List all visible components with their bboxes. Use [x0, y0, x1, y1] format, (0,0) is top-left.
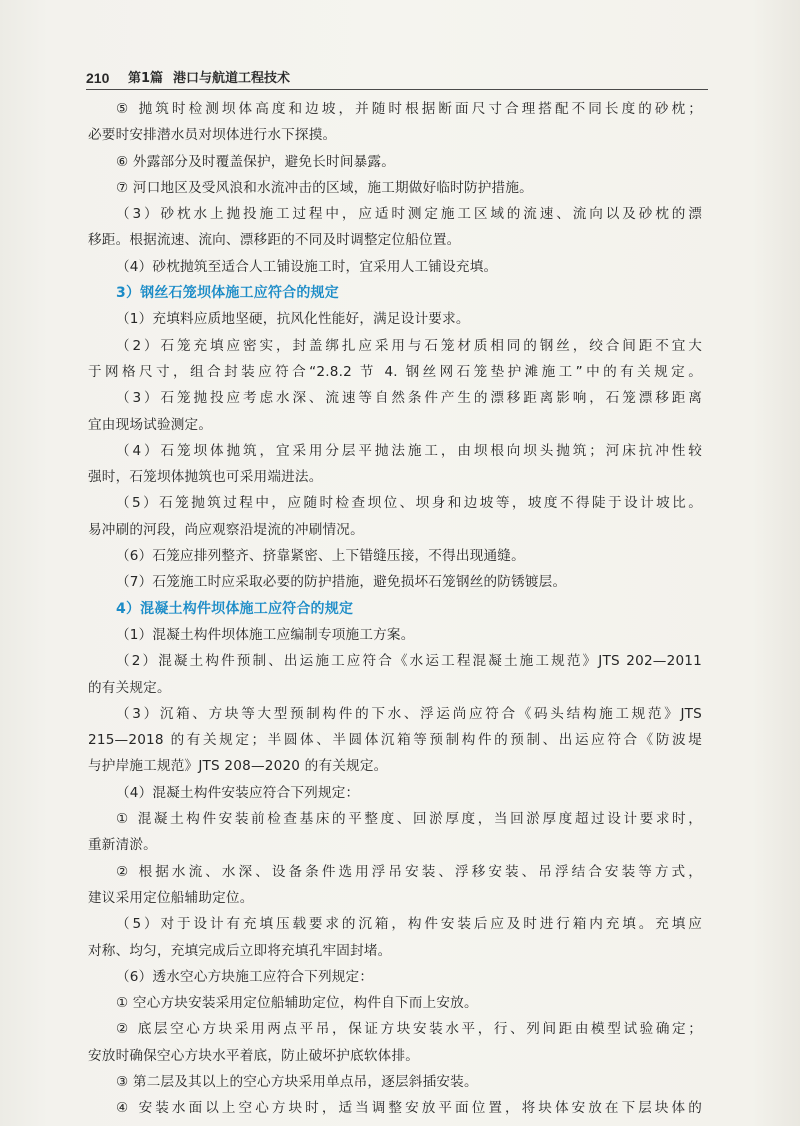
- text-line: ① 混凝土构件安装前检查基床的平整度、回淤厚度，当回淤厚度超过设计要求时，: [116, 811, 702, 828]
- text-line: （5）对于设计有充填压载要求的沉箱，构件安装后应及时进行箱内充填。充填应: [116, 916, 702, 933]
- text-line: 与护岸施工规范》JTS 208—2020 的有关规定。: [88, 758, 388, 775]
- text-line: （2）混凝土构件预制、出运施工应符合《水运工程混凝土施工规范》JTS 202—2011: [116, 653, 702, 670]
- text-line: ④ 安装水面以上空心方块时，适当调整安放平面位置，将块体安放在下层块体的: [116, 1100, 702, 1117]
- text-line: （4）混凝土构件安装应符合下列规定：: [116, 784, 360, 801]
- text-line: （3）石笼抛投应考虑水深、流速等自然条件产生的漂移距离影响，石笼漂移距离: [116, 390, 702, 407]
- body-text: [88, 96, 702, 1122]
- header-divider: [86, 89, 708, 90]
- section-heading: 4）混凝土构件坝体施工应符合的规定: [116, 600, 354, 617]
- text-line: （6）透水空心方块施工应符合下列规定：: [116, 968, 374, 985]
- text-line: （4）砂枕抛筑至适合人工铺设施工时，宜采用人工铺设充填。: [116, 258, 498, 275]
- text-line: （3）沉箱、方块等大型预制构件的下水、浮运尚应符合《码头结构施工规范》JTS: [116, 705, 702, 722]
- part-label: 第1篇: [128, 71, 164, 86]
- text-line: ③ 第二层及其以上的空心方块采用单点吊，逐层斜插安装。: [116, 1073, 478, 1090]
- text-line: （4）石笼坝体抛筑，宜采用分层平抛法施工，由坝根向坝头抛筑；河床抗冲性较: [116, 442, 702, 459]
- chapter-title: 港口与航道工程技术: [173, 71, 291, 86]
- text-line: 易冲刷的河段，尚应观察沿堤流的冲刷情况。: [88, 521, 364, 538]
- text-line: （6）石笼应排列整齐、挤靠紧密、上下错缝压接，不得出现通缝。: [116, 548, 525, 565]
- text-line: 安放时确保空心方块水平着底，防止破坏护底软体排。: [88, 1047, 420, 1064]
- text-line: ⑥ 外露部分及时覆盖保护，避免长时间暴露。: [116, 153, 395, 170]
- text-line: 于网格尺寸，组合封装应符合“2.8.2 节 4. 钢丝网石笼垫护滩施工”中的有关规定。: [88, 363, 702, 380]
- text-line: 宜由现场试验测定。: [88, 416, 213, 433]
- text-line: 的有关规定。: [88, 679, 171, 696]
- text-line: ⑦ 河口地区及受风浪和水流冲击的区域，施工期做好临时防护措施。: [116, 179, 533, 196]
- text-line: （5）石笼抛筑过程中，应随时检查坝位、坝身和边坡等，坡度不得陡于设计坡比。: [116, 495, 702, 512]
- text-line: （3）砂枕水上抛投施工过程中，应适时测定施工区域的流速、流向以及砂枕的漂: [116, 206, 702, 223]
- text-line: 必要时安排潜水员对坝体进行水下探摸。: [88, 127, 337, 144]
- text-line: 215—2018 的有关规定；半圆体、半圆体沉箱等预制构件的预制、出运应符合《防波堤: [88, 732, 702, 749]
- text-line: 对称、均匀，充填完成后立即将充填孔牢固封堵。: [88, 942, 392, 959]
- text-line: ② 底层空心方块采用两点平吊，保证方块安装水平，行、列间距由模型试验确定；: [116, 1021, 702, 1038]
- running-header: [86, 62, 706, 86]
- text-line: ① 空心方块安装采用定位船辅助定位，构件自下而上安放。: [116, 995, 478, 1012]
- text-line: 强时，石笼坝体抛筑也可采用端进法。: [88, 469, 323, 486]
- text-line: ⑤ 抛筑时检测坝体高度和边坡，并随时根据断面尺寸合理搭配不同长度的砂枕；: [116, 101, 702, 117]
- text-line: （2）石笼充填应密实，封盖绑扎应采用与石笼材质相同的钢丝，绞合间距不宜大: [116, 337, 702, 354]
- text-line: （1）混凝土构件坝体施工应编制专项施工方案。: [116, 626, 415, 643]
- text-line: 移距。根据流速、流向、漂移距的不同及时调整定位船位置。: [88, 232, 461, 249]
- text-line: ② 根据水流、水深、设备条件选用浮吊安装、浮移安装、吊浮结合安装等方式，: [116, 863, 702, 880]
- text-line: （1）充填料应质地坚硬，抗风化性能好，满足设计要求。: [116, 311, 470, 328]
- section-heading: 3）钢丝石笼坝体施工应符合的规定: [116, 285, 339, 302]
- text-line: （7）石笼施工时应采取必要的防护措施，避免损坏石笼钢丝的防锈镀层。: [116, 574, 567, 591]
- text-line: 重新清淤。: [88, 837, 157, 854]
- page-number: 210: [86, 70, 110, 86]
- text-line: 建议采用定位船辅助定位。: [88, 889, 254, 906]
